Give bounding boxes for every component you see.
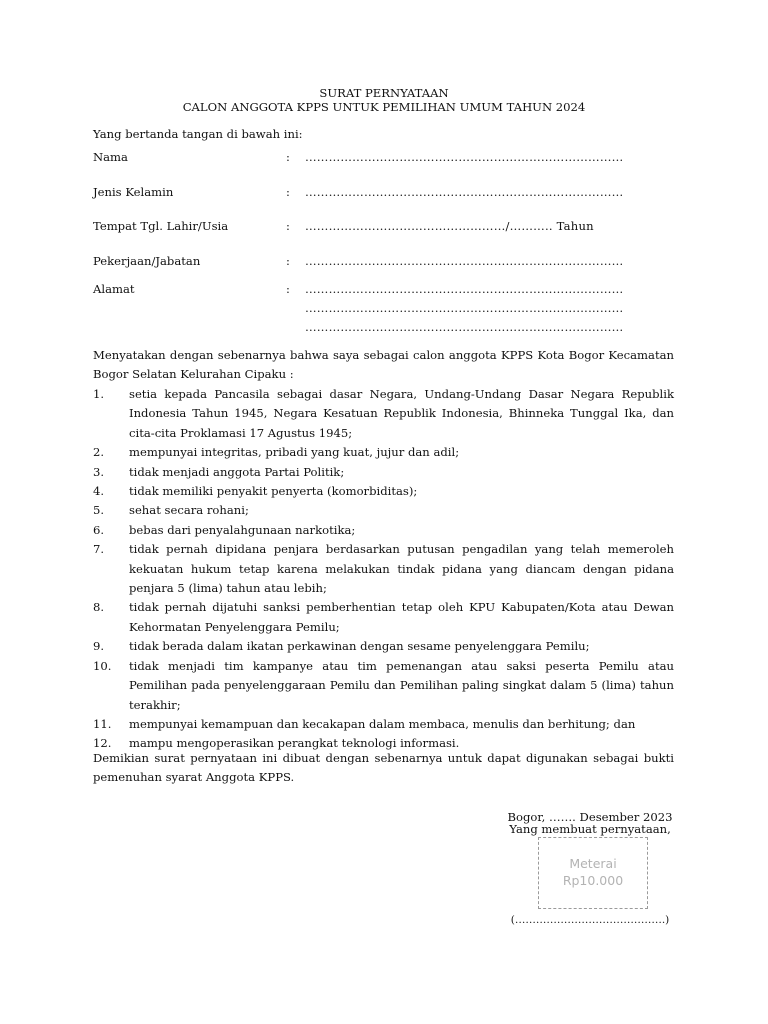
list-item-number: 3. <box>93 464 105 479</box>
list-item-text: mempunyai kemampuan dan kecakapan dalam membaca, menulis dan berhitung; dan <box>129 716 636 731</box>
list-item <box>93 598 674 637</box>
list-item-number: 1. <box>93 387 105 401</box>
list-item-text: mampu mengoperasikan perangkat teknologi informasi. <box>129 736 460 751</box>
nama-label: Nama <box>93 150 128 164</box>
list-item <box>93 385 674 443</box>
list-item-text: tidak menjadi tim kampanye atau tim pemenangan atau saksi peserta Pemilu atau Pemilihan pada penyelenggaraan Pemilu dan Pemilihan paling singkat dalam 5 (lima) tahun terakhir; <box>129 658 674 712</box>
list-item <box>93 540 674 598</box>
jenis-kelamin-colon: : <box>286 185 290 199</box>
nama-value: ……………………………………………………………………… <box>305 150 624 164</box>
list-item-number: 4. <box>93 484 105 499</box>
alamat-value-3: ……………………………………………………………………… <box>305 320 624 334</box>
meterai-label: Meterai <box>569 856 617 871</box>
signature-place-date: Bogor, ……. Desember 2023 <box>507 810 673 824</box>
list-item <box>93 637 674 656</box>
ttl-label: Tempat Tgl. Lahir/Usia <box>93 219 229 233</box>
ttl-colon: : <box>286 219 290 233</box>
list-item-text: mempunyai integritas, pribadi yang kuat, jujur dan adil; <box>129 445 460 460</box>
list-item <box>93 482 674 501</box>
closing-paragraph: Demikian surat pernyataan ini dibuat dengan sebenarnya untuk dapat digunakan sebagai bukti pemenuhan syarat Anggota KPPS. <box>93 751 674 785</box>
meterai-value: Rp10.000 <box>562 873 624 888</box>
meterai-stamp-box <box>538 837 648 909</box>
list-item <box>93 715 674 734</box>
list-item-text: tidak memiliki penyakit penyerta (komorbiditas); <box>129 484 418 499</box>
list-item-number: 8. <box>93 600 105 615</box>
signature-name-line: (…………………………………….) <box>510 914 670 926</box>
ttl-value: ……………………………………………/……….. Tahun <box>305 219 594 233</box>
alamat-colon: : <box>286 282 290 296</box>
list-item <box>93 463 674 482</box>
intro-text: Yang bertanda tangan di bawah ini: <box>93 127 303 141</box>
list-item-number: 11. <box>93 716 112 731</box>
list-item-text: bebas dari penyalahgunaan narkotika; <box>129 522 356 537</box>
requirements-list <box>93 385 674 754</box>
list-item-text: setia kepada Pancasila sebagai dasar Negara, Undang-Undang Dasar Negara Republik Indonesia Tahun 1945, Negara Kesatuan Republik Indonesia, Bhinneka Tunggal Ika, dan cita-cita Proklamasi 17 Agustus 1945; <box>129 387 674 440</box>
list-item-number: 6. <box>93 522 105 537</box>
pekerjaan-value: ……………………………………………………………………… <box>305 254 624 268</box>
list-item-text: tidak berada dalam ikatan perkawinan dengan sesame penyelenggara Pemilu; <box>129 639 590 654</box>
statement-intro: Menyatakan dengan sebenarnya bahwa saya sebagai calon anggota KPPS Kota Bogor Kecamatan Bogor Selatan Kelurahan Cipaku : <box>93 348 674 382</box>
list-item-text: tidak pernah dipidana penjara berdasarkan putusan pengadilan yang telah memeroleh kekuatan hukum tetap karena melakukan tindak pidana yang diancam dengan pidana penjara 5 (lima) tahun atau lebih; <box>129 542 674 596</box>
alamat-label: Alamat <box>93 282 135 296</box>
jenis-kelamin-label: Jenis Kelamin <box>93 185 174 199</box>
list-item-text: sehat secara rohani; <box>129 503 249 518</box>
list-item <box>93 501 674 520</box>
list-item-text: tidak pernah dijatuhi sanksi pemberhentian tetap oleh KPU Kabupaten/Kota atau Dewan Kehormatan Penyelenggara Pemilu; <box>129 600 674 634</box>
signature-signer-label: Yang membuat pernyataan, <box>509 822 671 836</box>
list-item-text: tidak menjadi anggota Partai Politik; <box>129 464 345 479</box>
document-title: SURAT PERNYATAAN <box>319 86 449 100</box>
list-item-number: 9. <box>93 639 105 654</box>
alamat-value-2: ……………………………………………………………………… <box>305 301 624 315</box>
alamat-value-1: ……………………………………………………………………… <box>305 282 624 296</box>
list-item-number: 12. <box>93 736 112 751</box>
list-item <box>93 443 674 462</box>
list-item <box>93 657 674 715</box>
list-item-number: 5. <box>93 503 105 518</box>
pekerjaan-colon: : <box>286 254 290 268</box>
list-item-number: 2. <box>93 445 105 460</box>
nama-colon: : <box>286 150 290 164</box>
list-item <box>93 521 674 540</box>
document-subtitle: CALON ANGGOTA KPPS UNTUK PEMILIHAN UMUM TAHUN 2024 <box>182 100 586 114</box>
list-item-number: 7. <box>93 542 105 557</box>
list-item-number: 10. <box>93 658 112 673</box>
pekerjaan-label: Pekerjaan/Jabatan <box>93 254 201 268</box>
jenis-kelamin-value: ……………………………………………………………………… <box>305 185 624 199</box>
